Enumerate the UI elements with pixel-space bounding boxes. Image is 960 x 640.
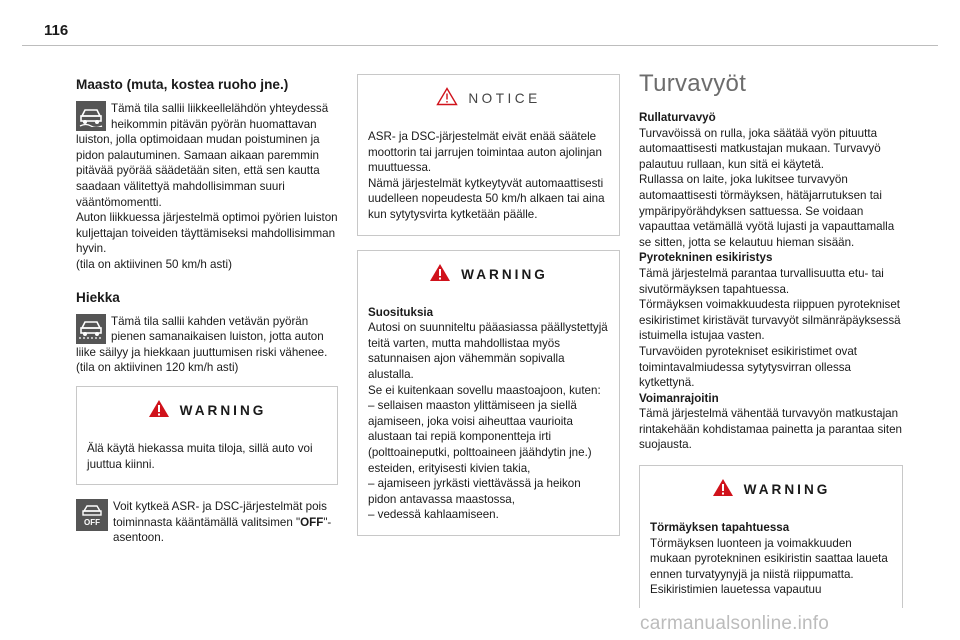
warning-triangle-icon: [148, 399, 170, 423]
warning-box-sand: [76, 386, 338, 485]
sand-description: Tämä tila sallii kahden vetävän pyörän pienen samanaikaisen luiston, jotta auton liike säilyy ja hiekkaan juuttumisen riski vähenee.: [76, 314, 328, 359]
column-right: [639, 70, 903, 608]
crash-heading: Törmäyksen tapahtuessa: [650, 521, 790, 535]
warning-title: WARNING: [368, 263, 609, 287]
crash-text: Törmäyksen luonteen ja voimakkuuden mukaan pyrotekninen esikiristin saattaa laueta ennen turvatyynyjä ja niistä riippumatta. Esikiristimien lauetessa vapautuu: [650, 536, 888, 597]
pyro-text-3: Turvavöiden pyrotekniset esikiristimet ovat toimintavalmiudessa sytytysvirran ollessa kytkettynä.: [639, 344, 858, 390]
watermark: carmanualsonline.info: [640, 613, 830, 634]
section-title-seatbelts: Turvavyöt: [639, 70, 747, 97]
header-rule: [22, 45, 938, 46]
recommendations-text-1: Autosi on suunniteltu pääasiassa päällystettyjä teitä varten, mutta mahdollistaa myös satunnaisen ajon vähemmän sopivalla alustalla.: [368, 321, 608, 381]
heading-mud: Maasto (muta, kostea ruoho jne.): [76, 77, 289, 92]
warning-title: WARNING: [650, 478, 892, 502]
mud-mode-icon: [76, 101, 106, 131]
sand-section: [76, 314, 338, 376]
limiter-text: Tämä järjestelmä vähentää turvavyön matkustajan rintakehään kohdistamaa painetta ja parantaa siten suojausta.: [639, 407, 902, 452]
off-section: [76, 499, 338, 546]
warning-box-crash: [639, 465, 903, 608]
notice-title: NOTICE: [368, 87, 609, 111]
sand-speed-note: (tila on aktiivinen 120 km/h asti): [76, 361, 239, 375]
notice-box: [357, 74, 620, 236]
warning-triangle-icon: [429, 263, 451, 287]
recommendation-item: – ajamiseen jyrkästi viettävässä ja heikon pidon antavassa maastossa,: [368, 477, 581, 506]
limiter-heading: Voimanrajoitin: [639, 391, 719, 405]
mud-description-2: Auton liikkuessa järjestelmä optimoi pyörien luiston kuljettajan toiveiden täyttämiseksi mahdollisimman hyvin.: [76, 211, 338, 256]
mud-description: Tämä tila sallii liikkeellelähdön yhteydessä heikommin pitävän pyörän huomattavan luiston, jolla optimoidaan mudan poistuminen ja pidon palautuminen. Samaan aikaan paremmin pitävää pyörää säädetään siten, että sen kautta saadaan välitettyä mahdollisimman suuri vääntömomentti.: [76, 102, 329, 209]
recommendations-text-2: Se ei kuitenkaan sovellu maastoajoon, kuten:: [368, 383, 601, 397]
page-number: 116: [44, 22, 69, 39]
recommendation-item: – vedessä kahlaamiseen.: [368, 508, 499, 522]
roll-text-2: Rullassa on laite, joka lukitsee turvavyön automaattisesti törmäyksen, hätäjarrutuksen tai ympäripyörähdyksen sattuessa. Se voidaan vapauttaa vetämällä vyötä lujasti ja vapauttamalla se sitten, jotta se kelautuu hieman sisään.: [639, 173, 895, 249]
warning-text-sand: Älä käytä hiekassa muita tiloja, sillä auto voi juuttua kiinni.: [87, 441, 313, 471]
warning-triangle-icon: [712, 478, 734, 502]
heading-sand: Hiekka: [76, 289, 120, 305]
notice-triangle-icon: [436, 87, 458, 111]
recommendations-heading: Suosituksia: [368, 305, 434, 319]
warning-box-recommendations: [357, 250, 620, 536]
notice-text-1: ASR- ja DSC-järjestelmät eivät enää säätele moottorin tai jarrujen toimintaa auton ajolinjan muuttuessa.: [368, 130, 602, 175]
pyro-text-2: Törmäyksen voimakkuudesta riippuen pyrotekniset esikiristimet kiristävät turvavyöt silmänräpäyksessä istuimella istujaa vasten.: [639, 298, 901, 343]
roll-text-1: Turvavöissä on rulla, joka säätää vyön pituutta automaattisesti matkustajan mukaan. Turvavyö palautuu rullaan, kun sitä ei käytetä.: [639, 126, 881, 171]
off-mode-icon: OFF: [76, 499, 108, 531]
recommendation-item: – sellaisen maaston ylittämiseen ja siellä ajamiseen, joka voisi aiheuttaa vaurioita alustaan tai repiä komponentteja irti (polttoaineputki, polttoaineen jäähdytin jne.) esteiden, erityisesti kivien takia,: [368, 399, 592, 475]
roll-heading: Rullaturvavyö: [639, 111, 716, 124]
off-description: Voit kytkeä ASR- ja DSC-järjestelmät pois toiminnasta kääntämällä valitsimen "OFF"-asentoon.: [113, 500, 332, 545]
column-middle: [357, 74, 620, 536]
pyro-text-1: Tämä järjestelmä parantaa turvallisuutta etu- tai sivutörmäyksen tapahtuessa.: [639, 266, 884, 296]
sand-mode-icon: [76, 314, 106, 344]
warning-title: WARNING: [87, 399, 327, 423]
pyro-heading: Pyrotekninen esikiristys: [639, 251, 773, 265]
column-left: [76, 76, 338, 546]
notice-text-2: Nämä järjestelmät kytkeytyvät automaattisesti uudelleen nopeudesta 50 km/h alkaen tai aina kun sytytysvirta kytketään päälle.: [368, 176, 605, 221]
mud-section: [76, 101, 338, 273]
mud-speed-note: (tila on aktiivinen 50 km/h asti): [76, 257, 232, 271]
